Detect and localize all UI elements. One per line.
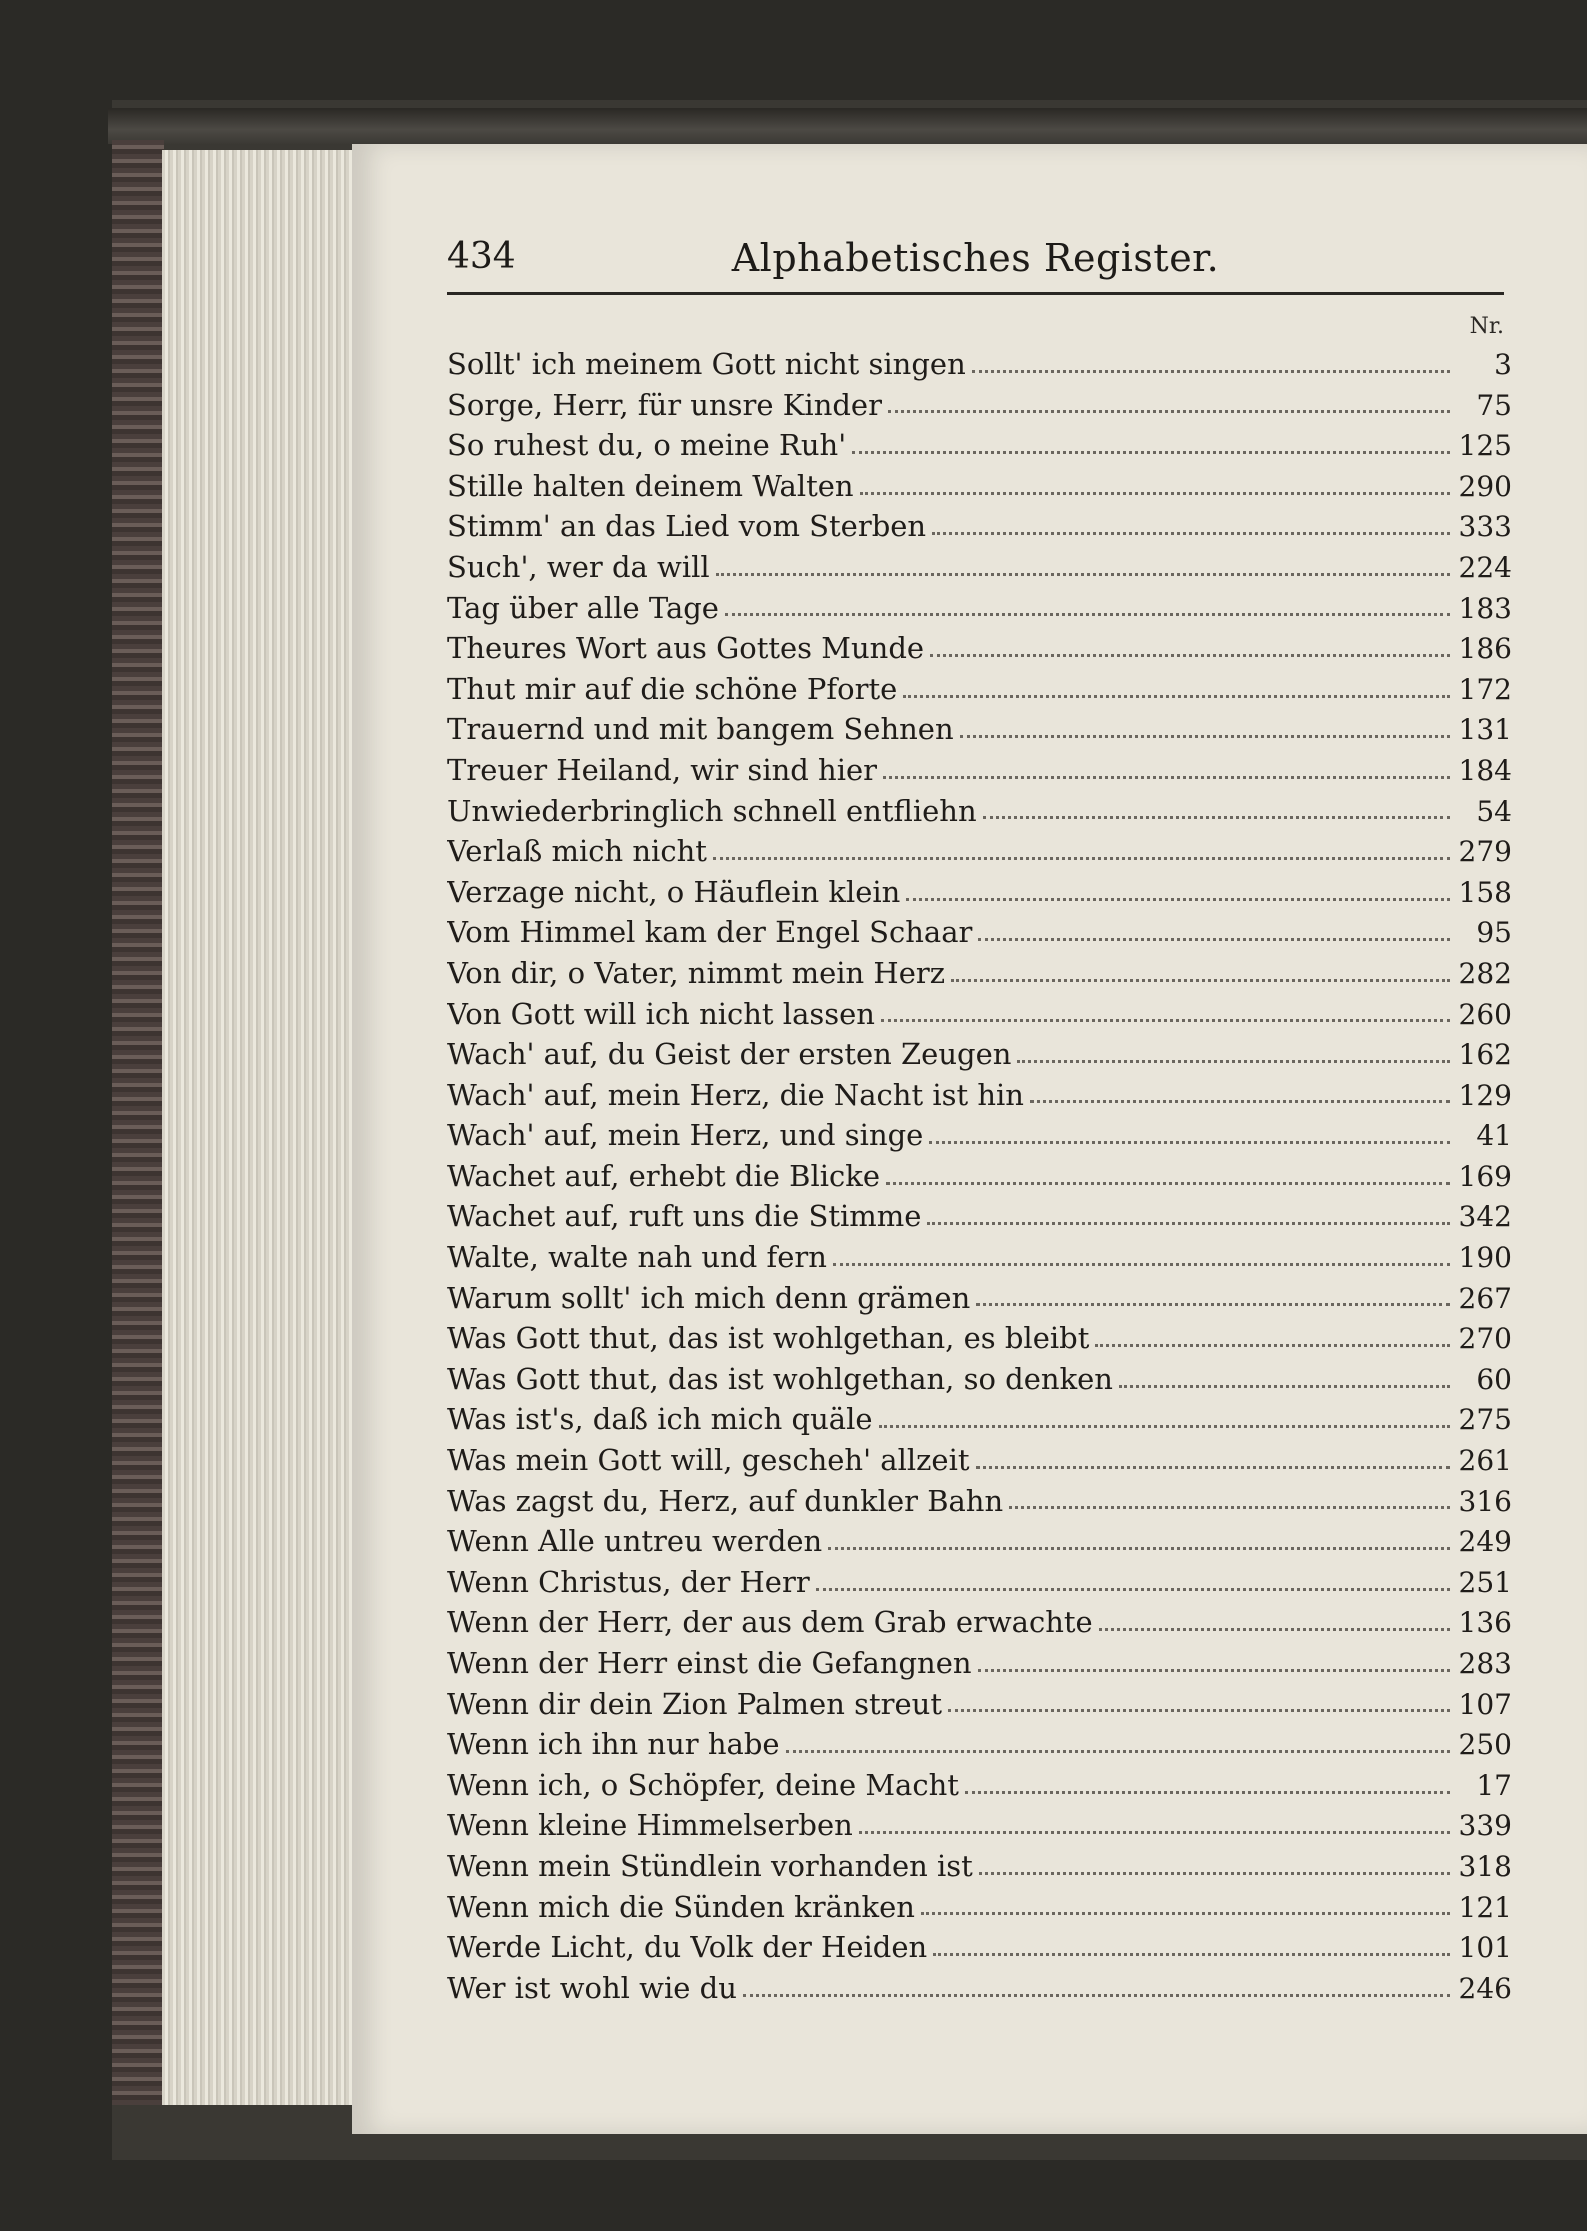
entry-title: Theures Wort aus Gottes Munde <box>447 631 925 666</box>
register-entry <box>447 953 1512 994</box>
entry-title: Was ist's, daß ich mich quäle <box>447 1402 873 1437</box>
entry-title: Wach' auf, du Geist der ersten Zeugen <box>447 1037 1012 1072</box>
entry-number: 290 <box>1458 469 1512 503</box>
dot-leader <box>888 410 1450 413</box>
entry-number: 251 <box>1458 1565 1512 1599</box>
entry-number: 172 <box>1458 672 1512 706</box>
dot-leader <box>716 573 1450 576</box>
entry-number: 184 <box>1458 753 1512 787</box>
entry-title: Sollt' ich meinem Gott nicht singen <box>447 347 966 381</box>
dot-leader <box>743 1994 1450 1997</box>
register-entry <box>447 1278 1512 1319</box>
dot-leader <box>906 898 1450 901</box>
dot-leader <box>978 938 1450 941</box>
entry-title: Wenn ich, o Schöpfer, deine Macht <box>447 1767 959 1802</box>
entry-title: Such', wer da will <box>447 549 710 584</box>
entry-title: Treuer Heiland, wir sind hier <box>447 752 878 787</box>
number-column-label: Nr. <box>1469 314 1504 339</box>
entry-number: 183 <box>1458 591 1512 625</box>
dot-leader <box>1030 1100 1450 1103</box>
running-title: Alphabetisches Register. <box>731 236 1220 280</box>
dot-leader <box>933 1953 1450 1956</box>
entry-title: Wachet auf, ruft uns die Stimme <box>447 1199 922 1234</box>
entry-number: 17 <box>1476 1768 1512 1802</box>
dot-leader <box>852 451 1450 454</box>
entry-title: Wach' auf, mein Herz, die Nacht ist hin <box>447 1077 1024 1112</box>
register-entry <box>447 912 1512 953</box>
dot-leader <box>983 816 1450 819</box>
register-entry <box>447 1156 1512 1197</box>
entry-title: Trauernd und mit bangem Sehnen <box>447 712 954 747</box>
dot-leader <box>976 1303 1450 1306</box>
dot-leader <box>929 1141 1450 1144</box>
register-entry <box>447 628 1512 669</box>
dot-leader <box>879 1425 1450 1428</box>
register-entry <box>447 1196 1512 1237</box>
dot-leader <box>951 979 1450 982</box>
dot-leader <box>881 1019 1450 1022</box>
entry-title: Stimm' an das Lied vom Sterben <box>447 509 927 544</box>
header-rule <box>447 292 1504 295</box>
dot-leader <box>976 1466 1450 1469</box>
register-entry <box>447 750 1512 791</box>
entry-number: 260 <box>1458 997 1512 1031</box>
dot-leader <box>1099 1628 1450 1631</box>
register-entry <box>447 1765 1512 1806</box>
page-number: 434 <box>447 236 516 277</box>
entry-number: 316 <box>1458 1484 1512 1518</box>
entry-title: Werde Licht, du Volk der Heiden <box>447 1930 928 1965</box>
entry-title: Sorge, Herr, für unsre Kinder <box>447 387 882 422</box>
entry-number: 131 <box>1458 713 1512 747</box>
entry-number: 279 <box>1458 835 1512 869</box>
entry-title: Wachet auf, erhebt die Blicke <box>447 1158 880 1193</box>
register-entry <box>447 1927 1512 1968</box>
entry-title: Wenn Alle untreu werden <box>447 1524 823 1559</box>
entry-number: 282 <box>1458 956 1512 990</box>
entry-title: Verlaß mich nicht <box>447 834 707 869</box>
dot-leader <box>972 370 1450 373</box>
entry-title: Von dir, o Vater, nimmt mein Herz <box>447 955 946 990</box>
entry-number: 246 <box>1458 1971 1512 2005</box>
register-entry <box>447 1684 1512 1725</box>
entry-number: 275 <box>1458 1403 1512 1437</box>
entry-title: Was mein Gott will, gescheh' allzeit <box>447 1443 970 1478</box>
dot-leader <box>927 1222 1450 1225</box>
entry-title: Tag über alle Tage <box>447 590 719 625</box>
entry-title: Warum sollt' ich mich denn grämen <box>447 1280 971 1315</box>
entry-title: Was zagst du, Herz, auf dunkler Bahn <box>447 1483 1004 1518</box>
register-entry <box>447 1481 1512 1522</box>
entry-number: 270 <box>1458 1322 1512 1356</box>
register-entry <box>447 1318 1512 1359</box>
entry-title: Vom Himmel kam der Engel Schaar <box>447 915 973 950</box>
register-entry <box>447 791 1512 832</box>
entry-number: 60 <box>1476 1362 1512 1396</box>
book-top-edge <box>108 108 1587 144</box>
entry-number: 95 <box>1476 916 1512 950</box>
register-entry <box>447 994 1512 1035</box>
entry-number: 318 <box>1458 1849 1512 1883</box>
entry-number: 249 <box>1458 1525 1512 1559</box>
register-entry <box>447 709 1512 750</box>
entry-number: 129 <box>1458 1078 1512 1112</box>
register-entry <box>447 547 1512 588</box>
dot-leader <box>978 1669 1450 1672</box>
entry-title: Wenn dir dein Zion Palmen streut <box>447 1686 942 1721</box>
entry-number: 186 <box>1458 632 1512 666</box>
entry-number: 3 <box>1494 348 1512 381</box>
dot-leader <box>833 1263 1450 1266</box>
register-entry <box>447 1846 1512 1887</box>
register-entry <box>447 1887 1512 1928</box>
register-entry <box>447 1075 1512 1116</box>
entry-number: 339 <box>1458 1809 1512 1843</box>
entry-number: 125 <box>1458 429 1512 463</box>
entry-title: Unwiederbringlich schnell entfliehn <box>447 793 977 828</box>
entry-title: Verzage nicht, o Häuflein klein <box>447 874 901 909</box>
entry-number: 41 <box>1476 1119 1512 1153</box>
entry-title: Wer ist wohl wie du <box>447 1970 737 2005</box>
entry-number: 267 <box>1458 1281 1512 1315</box>
dot-leader <box>921 1912 1450 1915</box>
dot-leader <box>948 1709 1450 1712</box>
entry-title: Stille halten deinem Walten <box>447 468 854 503</box>
register-entry <box>447 506 1512 547</box>
page-header <box>447 236 1504 288</box>
register-entry <box>447 466 1512 507</box>
entry-title: Wenn Christus, der Herr <box>447 1564 810 1599</box>
entry-title: So ruhest du, o meine Ruh' <box>447 428 847 463</box>
register-entry <box>447 1602 1512 1643</box>
register-entry <box>447 385 1512 426</box>
page-edges <box>162 150 354 2105</box>
dot-leader <box>960 735 1450 738</box>
dot-leader <box>932 532 1450 535</box>
dot-leader <box>979 1872 1450 1875</box>
register-entry <box>447 1521 1512 1562</box>
register-entry <box>447 588 1512 629</box>
register-entry <box>447 344 1512 385</box>
entry-title: Was Gott thut, das ist wohlgethan, es bleibt <box>447 1321 1090 1356</box>
dot-leader <box>1009 1506 1450 1509</box>
entry-title: Walte, walte nah und fern <box>447 1240 827 1275</box>
dot-leader <box>860 492 1450 495</box>
entry-title: Wenn ich ihn nur habe <box>447 1727 780 1762</box>
register-entry <box>447 1724 1512 1765</box>
entry-number: 75 <box>1476 388 1512 422</box>
entry-number: 158 <box>1458 875 1512 909</box>
entry-title: Wenn der Herr, der aus dem Grab erwachte <box>447 1605 1093 1640</box>
entry-title: Wenn der Herr einst die Gefangnen <box>447 1646 972 1680</box>
register-entries <box>447 344 1512 2008</box>
dot-leader <box>1095 1344 1450 1347</box>
entry-title: Wenn kleine Himmelserben <box>447 1808 853 1843</box>
entry-number: 107 <box>1458 1687 1512 1721</box>
entry-number: 224 <box>1458 550 1512 584</box>
dot-leader <box>1119 1385 1450 1388</box>
entry-number: 190 <box>1458 1241 1512 1275</box>
register-entry <box>447 669 1512 710</box>
entry-number: 342 <box>1458 1200 1512 1234</box>
dot-leader <box>725 613 1450 616</box>
register-entry <box>447 1562 1512 1603</box>
dot-leader <box>828 1547 1450 1550</box>
dot-leader <box>786 1750 1450 1753</box>
entry-title: Wenn mein Stündlein vorhanden ist <box>447 1848 973 1883</box>
entry-title: Thut mir auf die schöne Pforte <box>447 671 898 706</box>
dot-leader <box>1017 1060 1450 1063</box>
entry-number: 101 <box>1458 1931 1512 1965</box>
dot-leader <box>713 857 1450 860</box>
register-entry <box>447 831 1512 872</box>
entry-number: 333 <box>1458 510 1512 544</box>
entry-title: Von Gott will ich nicht lassen <box>447 996 875 1031</box>
register-entry <box>447 872 1512 913</box>
entry-number: 54 <box>1476 794 1512 828</box>
register-entry <box>447 1359 1512 1400</box>
book-spine <box>112 140 164 2105</box>
register-entry <box>447 1643 1512 1684</box>
dot-leader <box>816 1588 1450 1591</box>
entry-number: 121 <box>1458 1890 1512 1924</box>
register-entry <box>447 1805 1512 1846</box>
entry-number: 136 <box>1458 1606 1512 1640</box>
entry-number: 250 <box>1458 1728 1512 1762</box>
entry-number: 162 <box>1458 1038 1512 1072</box>
dot-leader <box>930 654 1450 657</box>
register-entry <box>447 1115 1512 1156</box>
dot-leader <box>886 1182 1450 1185</box>
entry-title: Wach' auf, mein Herz, und singe <box>447 1118 924 1153</box>
entry-title: Was Gott thut, das ist wohlgethan, so denken <box>447 1361 1113 1396</box>
register-entry <box>447 1399 1512 1440</box>
dot-leader <box>965 1791 1450 1794</box>
entry-number: 169 <box>1458 1159 1512 1193</box>
register-entry <box>447 1440 1512 1481</box>
dot-leader <box>903 695 1450 698</box>
register-entry <box>447 1237 1512 1278</box>
register-entry <box>447 425 1512 466</box>
register-entry <box>447 1968 1512 2009</box>
dot-leader <box>883 776 1450 779</box>
entry-title: Wenn mich die Sünden kränken <box>447 1889 915 1924</box>
entry-number: 261 <box>1458 1444 1512 1478</box>
register-entry <box>447 1034 1512 1075</box>
dot-leader <box>859 1831 1450 1834</box>
entry-number: 283 <box>1458 1647 1512 1680</box>
